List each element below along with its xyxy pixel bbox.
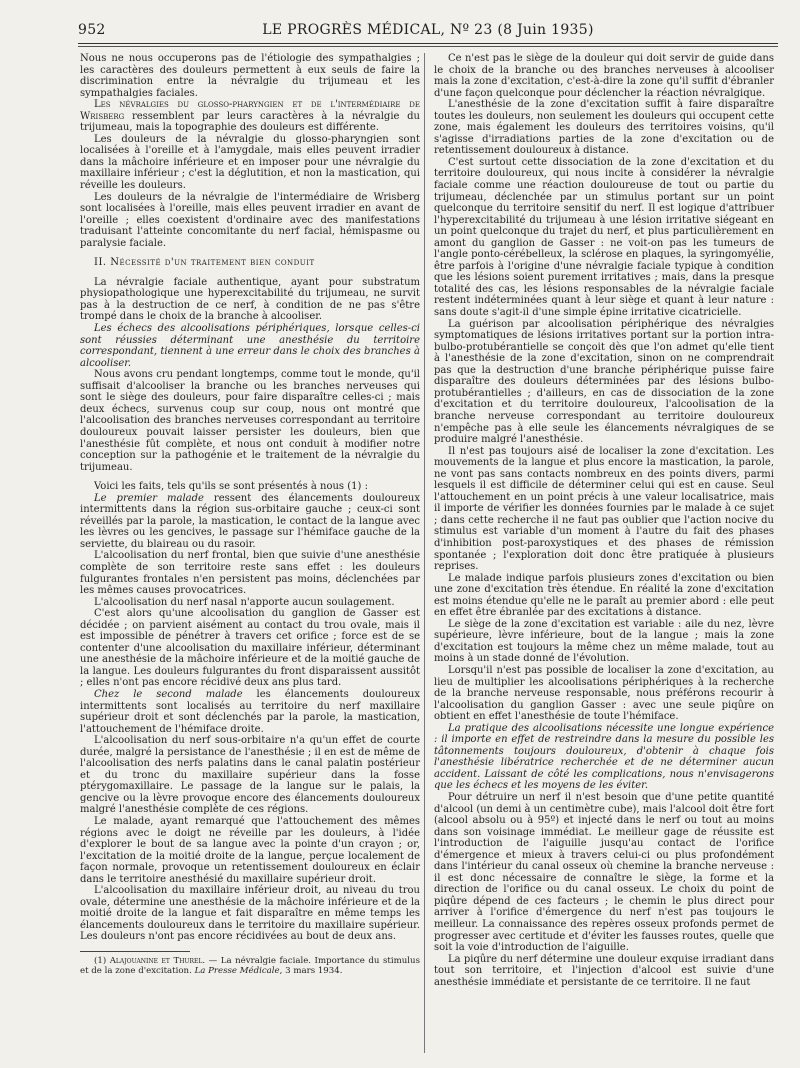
journal-title: LE PROGRÈS MÉDICAL, Nº 23 (8 Juin 1935): [262, 22, 594, 38]
paragraph: L'alcoolisation du nerf sous-orbitaire n'a qu'un effet de courte durée, malgré la persistance de l'anesthésie ; il en est de même de l'alcoolisation des nerfs palatins dans le canal palatin postérieur et du tronc du maxillaire supérieur dans la fosse ptérygomaxillaire. Le passage de la langue sur le palais, la gencive ou la lèvre provoque encore des élancements douloureux malgré l'anesthésie complète de ces régions.: [80, 735, 420, 816]
paragraph-text: les élancements douloureux intermittents sont localisés au territoire du nerf maxillaire supérieur droit et sont déclenchés par la parole, la mastication, l'attouchement de l'hémiface droite.: [80, 688, 420, 735]
paragraph: [80, 493, 420, 551]
paragraph: C'est alors qu'une alcoolisation du ganglion de Gasser est décidée ; on parvient aisément au contact du trou ovale, mais il est impossible de pénétrer à travers cet orifice ; force est de se contenter d'une alcoolisation du maxillaire inférieur, déterminant une anesthésie de la mâchoire inférieure et de la moitié gauche de la langue. Les douleurs fulgurantes du front disparaissent aussitôt ; elles n'ont pas encore récidivé deux ans plus tard.: [80, 608, 420, 689]
italic-paragraph: Les échecs des alcoolisations périphériques, lorsque celles-ci sont réussies déterminant une anesthésie du territoire correspondant, tiennent à une erreur dans le choix des branches à alcooliser.: [80, 323, 420, 369]
paragraph-text: ressent des élancements douloureux intermittents dans la région sus-orbitaire gauche ; ceux-ci sont réveillés par la parole, la mastication, le contact de la langue avec les lèvres ou les gencives, le passage sur l'hémiface gauche de la serviette, du blaireau ou du rasoir.: [80, 492, 420, 550]
footnote: (1) Alajouanine et Thurel. — La névralgie faciale. Importance du stimulus et de la zone d'excitation. La Presse Médicale, 3 mars 1934.: [80, 956, 420, 977]
footnote-date: , 3 mars 1934.: [279, 966, 343, 977]
paragraph: [80, 99, 420, 134]
paragraph: Voici les faits, tels qu'ils se sont présentés à nous (1) :: [94, 481, 368, 493]
page-number: 952: [78, 22, 106, 38]
column-divider: [424, 53, 425, 1053]
paragraph: [80, 689, 420, 735]
section-number: II.: [94, 257, 111, 269]
paragraph: La guérison par alcoolisation périphérique des névralgies symptomatiques de lésions irritatives portant sur la portion intra-bulbo-protubérantielle se conçoit dès que l'on admet qu'elle tient à l'anesthésie de la zone d'excitation, sinon on ne comprendrait pas que la destruction d'une branche périphérique puisse faire disparaître des douleurs déterminées par des lésions bulbo-protubérantielles ; d'ailleurs, en cas de dissociation de la zone d'excitation et du territoire douloureux, l'alcoolisation de la branche nerveuse correspondant au territoire douloureux n'empêche pas à elle seule les élancements névralgiques de se produire malgré l'anesthésie.: [434, 318, 774, 446]
paragraph: La piqûre du nerf détermine une douleur exquise irradiant dans tout son territoire, et l'injection d'alcool est suivie d'une anesthésie immédiate et persistante de ce territoire. Il ne faut: [434, 953, 774, 988]
paragraph: L'alcoolisation du nerf nasal n'apporte aucun soulagement.: [94, 596, 395, 608]
paragraph: Pour détruire un nerf il n'est besoin que d'une petite quantité d'alcool (un demi à un centimètre cube), mais l'alcool doit être fort (alcool absolu ou à 95º) et injecté dans le nerf ou tout au moins dans son voisinage immédiat. Le meilleur gage de réussite est l'introduction de l'aiguille jusqu'au contact de l'orifice d'émergence et mieux à travers celui-ci ou plus profondément dans l'intérieur du canal osseux où chemine la branche nerveuse : il est donc nécessaire de connaître le siège, la forme et la direction de l'orifice ou du canal osseux. Le choix du point de piqûre dépend de ces facteurs ; le chemin le plus direct pour arriver à l'orifice d'émergence du nerf n'est pas toujours le meilleur. La connaissance des repères osseux profonds permet de progresser avec certitude et d'éviter les fausses routes, quelle que soit la voie d'introduction de l'aiguille.: [434, 792, 774, 954]
right-column: [434, 53, 774, 988]
italic-paragraph: La pratique des alcoolisations nécessite une longue expérience : il importe en effet de restreindre dans la mesure du possible les tâtonnements toujours douloureux, d'obtenir à chaque fois l'anesthésie libératrice recherchée et de ne déterminer aucun accident. Laissant de côté les complications, nous n'envisagerons que les échecs et les moyens de les éviter.: [434, 722, 774, 792]
paragraph: C'est surtout cette dissociation de la zone d'excitation et du territoire douloureux, qui nous incite à considérer la névralgie faciale comme une réaction douloureuse de tout ou partie du trijumeau, déclenchée par un stimulus portant sur un point quelconque du territoire sensitif du nerf. Il est logique d'attribuer l'hyperexcitabilité du trijumeau à une lésion irritative siégeant en un point quelconque du trajet du nerf, et plus particulièrement en amont du ganglion de Gasser : ne voit-on pas les tumeurs de l'angle ponto-cérébelleux, la sclérose en plaques, la syringomyélie, être parfois à l'origine d'une névralgie faciale typique à condition que les lésions soient purement irritatives ; mais, dans la presque totalité des cas, les lésions responsables de la névralgie faciale restent indéterminées quant à leur siège et quant à leur nature : sans doute s'agit-il d'une simple épine irritative cicatricielle.: [434, 156, 774, 319]
paragraph: L'anesthésie de la zone d'excitation suffit à faire disparaître toutes les douleurs, non seulement les douleurs qui occupent cette zone, mais également les douleurs des territoires voisins, qu'il s'agisse d'irradiations parties de la zone d'excitation ou de retentissement douloureux à distance.: [434, 99, 774, 157]
paragraph: Le malade, ayant remarqué que l'attouchement des mêmes régions avec le doigt ne réveille par les douleurs, à l'idée d'explorer le bout de sa langue avec la pointe d'un crayon ; or, l'excitation de la moitié droite de la langue, perçue localement de façon normale, provoque un retentissement douloureux en éclair dans le territoire anesthésié du maxillaire supérieur droit.: [80, 816, 420, 885]
header-rule-thin: [78, 46, 778, 47]
footnote-authors: Alajouanine et Thurel.: [109, 956, 206, 967]
paragraph: L'alcoolisation du nerf frontal, bien que suivie d'une anesthésie complète de son territoire reste sans effet : les douleurs fulgurantes frontales n'en persistent pas moins, déclenchées par les mêmes causes provocatrices.: [80, 550, 420, 597]
paragraph: Nous ne nous occuperons pas de l'étiologie des sympathalgies ; les caractères des douleurs permettent à eux seuls de faire la discrimination entre la névralgie du trijumeau et les sympathalgies faciales.: [80, 53, 420, 99]
small-caps-lead: Les névralgies du glosso-pharyngien et de l'intermédiaire de Wrisberg: [80, 99, 420, 122]
paragraph: Les douleurs de la névralgie de l'intermédiaire de Wrisberg sont localisées à l'oreille, mais elles peuvent irradier en avant de l'oreille ; elles coexistent d'ordinaire avec des manifestations traduisant l'atteinte concomitante du nerf facial, hémispasme ou paralysie faciale.: [80, 191, 420, 249]
footnote-journal: La Presse Médicale: [194, 966, 280, 977]
running-header: [78, 22, 778, 42]
footnote-text: — La névralgie faciale. Importance du stimulus et de la zone d'excitation.: [80, 956, 420, 977]
italic-lead: Le premier malade: [94, 492, 204, 504]
footnote-rule: [80, 951, 190, 952]
section-heading: [80, 257, 420, 269]
paragraph: Lorsqu'il n'est pas possible de localiser la zone d'excitation, au lieu de multiplier les alcoolisations périphériques à la recherche de la branche nerveuse responsable, nous préférons recourir à l'alcoolisation du ganglion Gasser : avec une seule piqûre on obtient en effet l'anesthésie de toute l'hémiface.: [434, 664, 774, 723]
paragraph: La névralgie faciale authentique, ayant pour substratum physiopathologique une hyperexcitabilité du trijumeau, ne survit pas à la destruction de ce nerf, à condition de ne pas s'être trompé dans le choix de la branche à alcooliser.: [80, 276, 420, 323]
paragraph: Le siège de la zone d'excitation est variable : aile du nez, lèvre supérieure, lèvre inférieure, bout de la langue ; mais la zone d'excitation est toujours la même chez un même malade, tout au moins à un stade donné de l'évolution.: [434, 618, 774, 665]
paragraph: L'alcoolisation du maxillaire inférieur droit, au niveau du trou ovale, détermine une anesthésie de la mâchoire inférieure et de la moitié droite de la langue et fait disparaître en même temps les élancements douloureux dans le territoire du maxillaire supérieur. Les douleurs n'ont pas encore récidivées au bout de deux ans.: [80, 885, 420, 943]
section-title: Nécessité d'un traitement bien conduit: [110, 257, 315, 269]
paragraph: Le malade indique parfois plusieurs zones d'excitation ou bien une zone d'excitation très étendue. En réalité la zone d'excitation est moins étendue qu'elle ne le paraît au premier abord : elle peut en effet être ébranlée par des excitations à distance.: [434, 572, 774, 619]
paragraph: Ce n'est pas le siège de la douleur qui doit servir de guide dans le choix de la branche ou des branches nerveuses à alcooliser mais la zone d'excitation, c'est-à-dire la zone qu'il suffit d'ébranler d'une façon quelconque pour déclencher la réaction névralgique.: [434, 53, 774, 99]
paragraph: Les douleurs de la névralgie du glosso-pharyngien sont localisées à l'oreille et à l'amygdale, mais elles peuvent irradier dans la mâchoire inférieure et en imposer pour une névralgie du maxillaire inférieur ; c'est la déglutition, et non la mastication, qui réveille les douleurs.: [80, 133, 420, 192]
paragraph: Il n'est pas toujours aisé de localiser la zone d'excitation. Les mouvements de la langue et plus encore la mastication, la parole, ne vont pas sans contacts nombreux en des points divers, parmi lesquels il est difficile de déterminer celui qui est en cause. Seul l'attouchement en un point précis à une valeur localisatrice, mais il importe de vérifier les données fournies par le malade à ce sujet ; dans cette recherche il ne faut pas oublier que l'action nocive du stimulus est variable d'un moment à l'autre du fait des phases d'inhibition post-paroxystiques et des phases de rémission spontanée ; l'exploration doit donc être pratiquée à plusieurs reprises.: [434, 445, 774, 573]
paragraph: Nous avons cru pendant longtemps, comme tout le monde, qu'il suffisait d'alcooliser la branche ou les branches nerveuses qui sont le siège des douleurs, pour faire disparaître celles-ci ; mais deux échecs, survenus coup sur coup, nous ont montré que l'alcoolisation des branches nerveuses correspondant au territoire douloureux pouvait laisser persister les douleurs, bien que l'anesthésie fût complète, et nous ont conduit à modifier notre conception sur la pathogénie et le traitement de la névralgie du trijumeau.: [80, 369, 420, 473]
paragraph-text: ressemblent par leurs caractères à la névralgie du trijumeau, mais la topographie des douleurs est différente.: [80, 110, 420, 134]
header-rule: [78, 43, 778, 44]
italic-lead: Chez le second malade: [94, 688, 243, 700]
left-column: [80, 53, 420, 976]
